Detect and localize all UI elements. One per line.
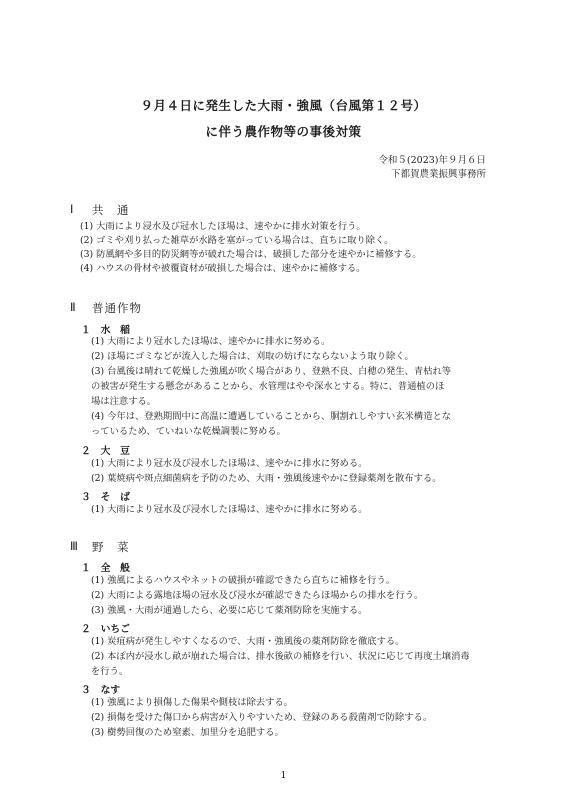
page-number: 1 [280, 770, 287, 781]
list-item: (1) 炭疽病が発生しやすくなるので、大雨・強風後の薬剤防除を徹底する。 [91, 636, 405, 647]
list-item: (3) 台風後は晴れて乾燥した強風が吹く場合があり、登熟不良、白穂の発生、青枯れ等 [91, 366, 452, 377]
section-number: Ⅱ [70, 300, 76, 314]
section-number: Ⅲ [70, 539, 78, 553]
list-item: (2) ゴミや刈り払った雑草が水路を塞がっている場合は、直ちに取り除く。 [80, 235, 394, 246]
list-item: (2) 葉焼病や斑点細菌病を予防のため、大雨・強風後速やかに登録薬剤を散布する。 [91, 473, 442, 484]
list-item: (1) 大雨により浸水及び冠水したほ場は、速やかに排水対策を行う。 [80, 221, 366, 232]
list-item: (3) 強風・大雨が通過したら、必要に応じて薬剤防除を実施する。 [91, 605, 368, 616]
list-item-continued: を行う。 [91, 666, 129, 677]
list-item: (2) 本ぽ内が浸水し畝が崩れた場合は、排水後畝の補修を行い、状況に応じて再度土壌消毒 [91, 651, 470, 662]
list-item: (1) 大雨により冠水及び浸水したほ場は、速やかに排水に努める。 [91, 504, 368, 515]
list-item: (2) 損傷を受けた傷口から病害が入りやすいため、登録のある殺菌剤で防除する。 [91, 712, 433, 723]
list-item: (1) 強風により損傷した傷果や側枝は除去する。 [91, 697, 294, 708]
section-label: 野 菜 [92, 540, 130, 554]
list-item: (1) 大雨により冠水したほ場は、速やかに排水に努める。 [91, 336, 331, 347]
list-item: (1) 強風によるハウスやネットの破損が確認できたら直ちに補修を行う。 [91, 575, 396, 586]
section-number: Ⅰ [70, 202, 74, 216]
section-label: 共 通 [92, 203, 130, 217]
list-item-continued: っているため、ていねいな乾燥調製に努める。 [91, 426, 286, 437]
issuing-office: 下都賀農業振興事務所 [390, 169, 486, 180]
list-item: (3) 防風網や多目的防災網等が破れた場合は、破損した部分を速やかに補修する。 [80, 249, 422, 260]
document-title-line1: ９月４日に発生した大雨・強風（台風第１２号） [140, 98, 427, 113]
subsection-heading-rice: １ 水 稲 [81, 325, 130, 336]
subsection-heading-strawberry: ２ いちご [81, 624, 130, 635]
subsection-heading-buckwheat: ３ そ ば [81, 492, 130, 503]
list-item: (1) 大雨により冠水及び浸水したほ場は、速やかに排水に努める。 [91, 458, 368, 469]
list-item: (3) 樹勢回復のため窒素、加里分を追肥する。 [91, 727, 284, 738]
document-title-line2: に伴う農作物等の事後対策 [205, 124, 362, 139]
section-label: 普通作物 [92, 301, 142, 315]
list-item: (4) ハウスの骨材や被覆資材が破損した場合は、速やかに補修する。 [80, 263, 366, 274]
list-item-continued: の被害が発生する懸念があることから、水管理はやや深水とする。特に、普通植のほ [91, 381, 445, 392]
subsection-heading-eggplant: ３ なす [81, 685, 121, 696]
subsection-heading-general: １ 全 般 [81, 563, 130, 574]
subsection-heading-soybean: ２ 大 豆 [81, 446, 130, 457]
list-item: (2) ほ場にゴミなどが流入した場合は、刈取の妨げにならないよう取り除く。 [91, 351, 414, 362]
list-item: (2) 大雨による露地ほ場の冠水及び浸水が確認できたらほ場からの排水を行う。 [91, 590, 424, 601]
list-item-continued: 場は注意する。 [91, 396, 157, 407]
list-item: (4) 今年は、登熟期間中に高温に遭遇していることから、胴割れしやすい玄米構造とな [91, 411, 452, 422]
issue-date: 令和５(2023)年９月６日 [378, 155, 486, 166]
